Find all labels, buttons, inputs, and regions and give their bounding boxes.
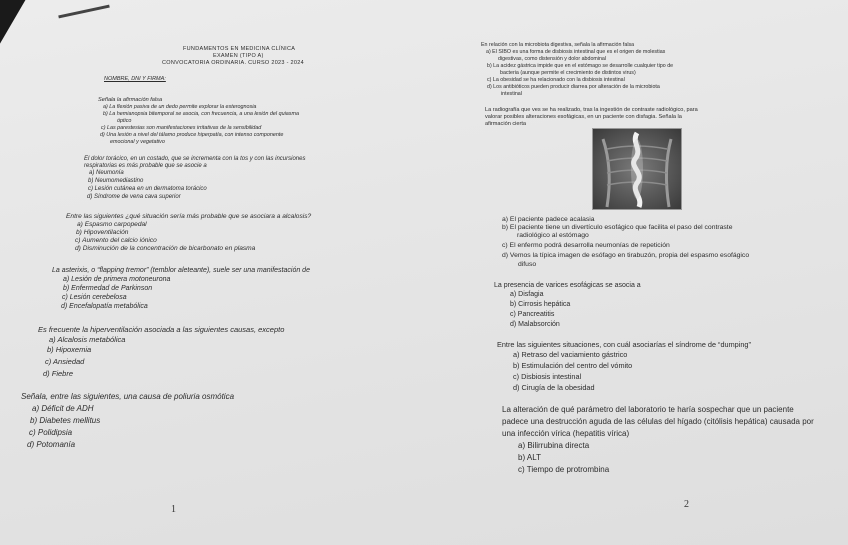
option-a: a) El SIBO es una forma de disbiosis intestinal que es el origen de molestias: [486, 49, 666, 55]
option-c: c) El enfermo podrá desarrolla neumonías de repetición: [502, 242, 670, 249]
option-b-cont: óptico: [117, 118, 132, 124]
option-a: a) Disfagia: [510, 291, 544, 298]
option-c: c) Lesión cutánea en un dermatoma torácico: [88, 186, 207, 192]
option-d-cont: difuso: [518, 261, 537, 268]
option-a: a) Alcalosis metabólica: [49, 335, 126, 344]
option-d: d) Disminución de la concentración de bicarbonato en plasma: [75, 245, 256, 252]
option-a: a) Espasmo carpopedal: [77, 221, 147, 228]
option-d: d) Vemos la típica imagen de esófago en tirabuzón, propia del espasmo esofágico: [502, 252, 750, 259]
question-stem: Señala, entre las siguientes, una causa de poliuria osmótica: [21, 392, 235, 401]
option-d: d) Encefalopatía metabólica: [61, 303, 148, 310]
option-a-cont: digestivas, como distensión y dolor abdominal: [498, 56, 607, 62]
question-stem-cont: respiratorias es más probable que se asocie a: [84, 163, 207, 169]
option-c: c) Disbiosis intestinal: [513, 372, 582, 381]
option-c: c) Tiempo de protrombina: [518, 465, 610, 474]
option-b-cont: radiológico al estómago: [517, 232, 589, 239]
option-d: d) Los antibióticos pueden producir diarrea por alteración de la microbiota: [487, 84, 660, 90]
option-a: a) Déficit de ADH: [32, 404, 94, 413]
option-b: b) Enfermedad de Parkinson: [63, 285, 153, 292]
question-stem: Entre las siguientes ¿qué situación sería más probable que se asociara a alcalosis?: [66, 213, 312, 220]
option-b: b) ALT: [518, 453, 541, 462]
question-stem: La radiografía que ves se ha realizado, tras la ingestión de contraste radiológico, para: [485, 107, 698, 113]
question-stem: La presencia de varices esofágicas se asocia a: [494, 282, 641, 289]
option-d-cont: emocional y vegetativo: [110, 139, 165, 145]
option-c: c) Pancreatitis: [510, 311, 555, 318]
question-stem-cont: una infección vírica (hepatitis vírica): [502, 429, 630, 438]
option-b: b) Hipoxemia: [47, 345, 92, 354]
header-subtitle: EXAMEN (TIPO A): [213, 53, 264, 59]
question-stem: En relación con la microbiota digestiva, señala la afirmación falsa: [481, 42, 635, 48]
option-d: d) Malabsorción: [510, 321, 560, 328]
option-c: c) Aumento del calcio iónico: [75, 237, 157, 244]
question-stem: La asterixis, o “flapping tremor” (temblor aleteante), suele ser una manifestación de: [52, 267, 310, 274]
option-c: c) Lesión cerebelosa: [62, 294, 127, 301]
option-a: a) Bilirrubina directa: [518, 441, 590, 450]
question-stem: Entre las siguientes situaciones, con cuál asociarías el síndrome de “dumping”: [497, 340, 751, 349]
name-signature-label: NOMBRE, DNI Y FIRMA:: [104, 76, 166, 82]
option-a: a) Retraso del vaciamiento gástrico: [513, 350, 628, 359]
option-c: c) La obesidad se ha relacionado con la disbiosis intestinal: [487, 77, 625, 83]
option-b: b) La hemianopsia bitemporal se asocia, con frecuencia, a una lesión del quiasma: [103, 111, 299, 117]
option-a: a) El paciente padece acalasia: [502, 216, 595, 223]
option-b: b) Diabetes mellitus: [30, 416, 101, 425]
option-a: a) Neumonía: [89, 170, 124, 176]
option-b: b) Estimulación del centro del vómito: [513, 361, 633, 370]
header-title: FUNDAMENTOS EN MEDICINA CLÍNICA: [183, 46, 296, 52]
page-number-right: 2: [684, 499, 689, 510]
option-b: b) La acidez gástrica impide que en el estómago se desarrolle cualquier tipo de: [487, 63, 674, 69]
question-stem-cont: valorar posibles alteraciones esofágicas, en un paciente con disfagia. Señala la: [485, 114, 682, 120]
page-number-left: 1: [171, 504, 176, 515]
option-b: b) El paciente tiene un divertículo esofágico que facilita el paso del contraste: [502, 224, 733, 231]
option-a: a) Lesión de primera motoneurona: [63, 276, 171, 283]
header-session: CONVOCATORIA ORDINARIA. CURSO 2023 - 2024: [162, 60, 304, 66]
option-b: b) Neumomediastino: [88, 178, 144, 184]
question-stem: El dolor torácico, en un costado, que se incrementa con la tos y con las incursiones: [84, 156, 306, 162]
option-c: c) Las parestesias son manifestaciones irritativas de la sensibilidad: [101, 125, 262, 131]
option-d: d) Potomanía: [27, 440, 76, 449]
option-d-cont: intestinal: [501, 91, 522, 97]
option-d: d) Fiebre: [43, 369, 74, 378]
option-b-cont: bacteria (aunque permite el crecimiento de distintos virus): [500, 70, 636, 76]
option-b: b) Hipoventilación: [76, 229, 129, 236]
question-stem-cont: padece una destrucción aguda de las células del hígado (citólisis hepática) causada por: [502, 417, 814, 426]
option-d: d) Una lesión a nivel del tálamo produce hiperpatía, con intenso componente: [100, 132, 284, 138]
option-d: d) Síndrome de vena cava superior: [87, 194, 181, 200]
esophagus-xray-image: [592, 128, 682, 210]
option-c: c) Polidipsia: [29, 428, 73, 437]
question-stem: Es frecuente la hiperventilación asociada a las siguientes causas, excepto: [38, 325, 285, 334]
question-stem-cont: afirmación cierta: [485, 121, 527, 127]
question-stem: La alteración de qué parámetro del laboratorio te haría sospechar que un paciente: [502, 405, 794, 414]
option-c: c) Ansiedad: [45, 357, 85, 366]
option-b: b) Cirrosis hepática: [510, 301, 571, 308]
option-a: a) La flexión pasiva de un dedo permite explorar la esterognosia: [103, 104, 257, 110]
question-stem: Señala la afirmación falsa: [98, 97, 163, 103]
option-d: d) Cirugía de la obesidad: [513, 383, 595, 392]
